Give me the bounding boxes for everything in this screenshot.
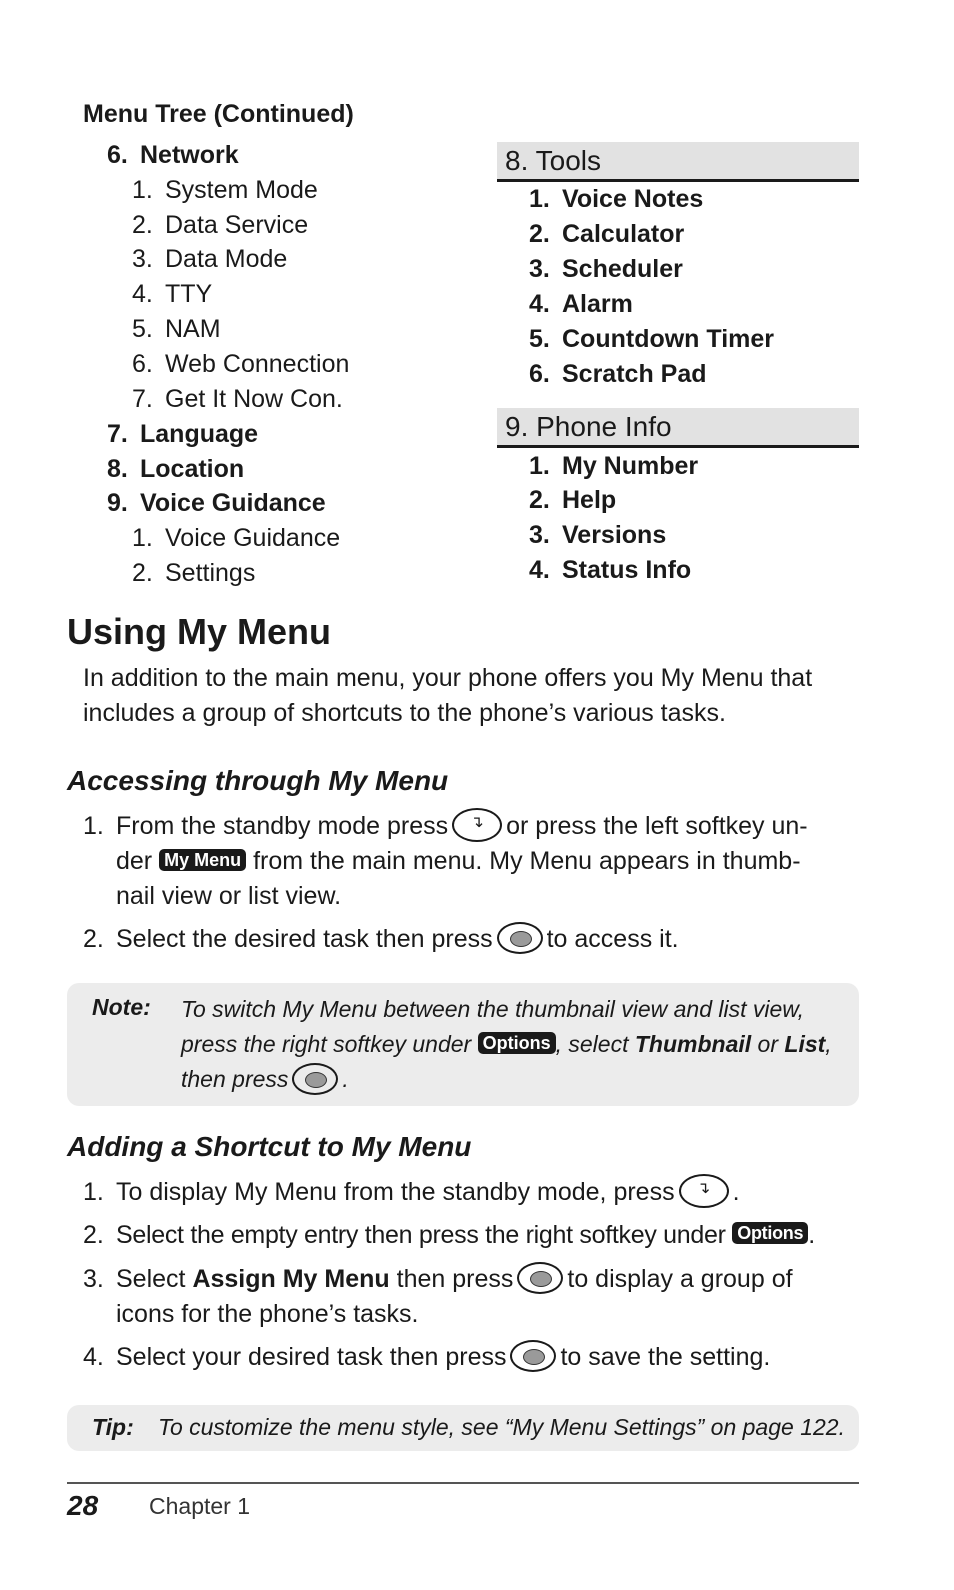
list-item: 5. Countdown Timer [529,325,775,353]
left-softkey-button-icon: ↴ [452,808,502,842]
menu-tree-title: Menu Tree (Continued) [83,100,354,128]
note-label: Note: [92,994,151,1020]
list-item: 2. Help [529,486,617,514]
list-item: 7. Get It Now Con. [132,385,343,413]
accessing-heading: Accessing through My Menu [67,765,449,796]
list-item: 6. Web Connection [132,350,350,378]
options-softkey-label: Options [478,1032,556,1054]
list-item: 1. System Mode [132,176,318,204]
adding-step-1: 1. To display My Menu from the standby mode, press ↴ . [83,1175,859,1210]
list-item: 6. Scratch Pad [529,360,707,388]
tip-text: To customize the menu style, see “My Menu Settings” on page 122. [158,1414,845,1440]
accessing-step-1: 1. From the standby mode press ↴ or press the left softkey un- der My Menu from the main menu. My Menu appears in thumb- nail view or list view. [83,809,859,914]
list-item: 1. Voice Guidance [132,524,341,552]
adding-step-3: 3. Select Assign My Menu then press to display a group of icons for the phone’s tasks. [83,1262,859,1332]
list-item: 9. Voice Guidance [107,489,326,517]
list-item: 4. Alarm [529,290,633,318]
adding-step-2: 2. Select the empty entry then press the right softkey under Options . [83,1221,815,1249]
options-softkey-label: Options [732,1222,808,1244]
intro-paragraph: In addition to the main menu, your phone offers you My Menu that includes a group of shortcuts to the phone’s various tasks. [83,664,813,727]
list-item: 1. My Number [529,452,699,480]
list-item: 3. Scheduler [529,255,683,283]
list-item: 3. Versions [529,521,667,549]
list-item: 8. Location [107,455,245,483]
adding-step-4: 4. Select your desired task then press to save the setting. [83,1340,859,1375]
list-item: 7. Language [107,420,259,448]
tip-box [67,1405,859,1451]
ok-button-icon [517,1262,563,1294]
list-item: 1. Voice Notes [529,185,704,213]
my-menu-softkey-label: My Menu [159,849,246,871]
list-item: 2. Settings [132,559,256,587]
list-item: 4. TTY [132,280,213,308]
list-item: 6. Network [107,141,239,169]
ok-button-icon [497,922,543,954]
list-item: 2. Data Service [132,211,309,239]
adding-heading: Adding a Shortcut to My Menu [67,1131,472,1162]
page-title: Using My Menu [67,611,332,652]
footer-divider [67,1482,859,1484]
phone-info-heading: 9. Phone Info [497,408,859,448]
accessing-step-2: 2. Select the desired task then press to access it. [83,922,859,957]
tip-label: Tip: [92,1414,134,1440]
tools-heading: 8. Tools [497,142,859,182]
ok-button-icon [292,1063,338,1095]
list-item: 2. Calculator [529,220,685,248]
list-item: 4. Status Info [529,556,692,584]
page-number: 28 [67,1490,99,1521]
ok-button-icon [510,1340,556,1372]
chapter-label: Chapter 1 [149,1493,251,1519]
list-item: 5. NAM [132,315,221,343]
left-softkey-button-icon: ↴ [679,1174,729,1208]
note-box [67,983,859,1106]
list-item: 3. Data Mode [132,245,288,273]
note-text: To switch My Menu between the thumbnail view and list view, press the right softkey under Options , select Thumbnail or List, then press . [181,992,841,1097]
